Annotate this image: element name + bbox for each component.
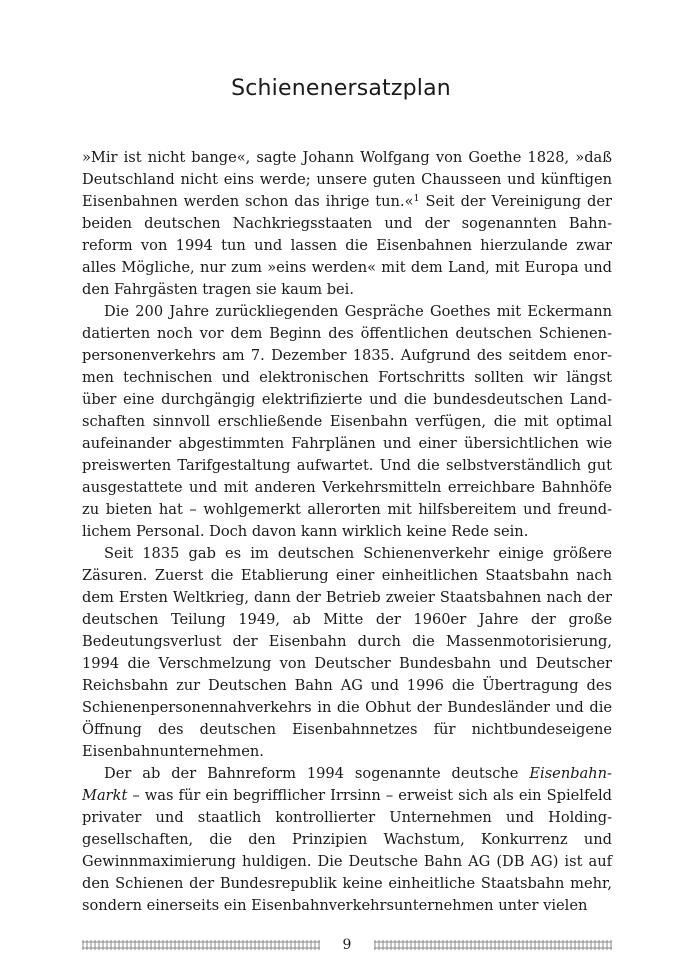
page-footer (82, 935, 612, 957)
rail-track-left-icon (82, 940, 320, 950)
paragraph-3: Seit 1835 gab es im deutschen Schienenverkehr einige größere Zäsuren. Zuerst die Etablierung einer einheitlichen Staatsbahn nach dem Ersten Weltkrieg, dann der Betrieb zweier Staatsbahnen nach der deutschen Teilung 1949, ab Mitte der 1960er Jahre der große Bedeutungsverlust der Eisenbahn durch die Massenmotorisierung, 1994 die Verschmelzung von Deutscher Bundesbahn und Deutscher Reichsbahn zur Deutschen Bahn AG und 1996 die Übertragung des Schienenpersonennahverkehrs in die Obhut der Bundesländer und die Öffnung des deutschen Eisenbahnnetzes für nichtbundeseigene Eisenbahnunternehmen. (82, 545, 612, 760)
paragraph-1-text-b: Seit der Vereinigung der beiden deutschen Nachkriegsstaaten und der sogenannten Bahnreform von 1994 tun und lassen die Eisenbahnen hierzulande zwar alles Mögliche, nur zum »eins werden« mit dem Land, mit Europa und den Fahrgästen tragen sie kaum bei. (82, 193, 612, 298)
paragraph-4-text-a: Der ab der Bahnreform 1994 sogenannte deutsche (104, 765, 530, 782)
paragraph-4-text-b: – was für ein begrifflicher Irrsinn – erweist sich als ein Spielfeld privater und staatlich kontrollierter Unternehmen und Holdinggesellschaften, die den Prinzipien Wachstum, Konkurrenz und Gewinnmaximierung huldigen. Die Deutsche Bahn AG (DB AG) ist auf den Schienen der Bundesrepublik keine einheitliche Staatsbahn mehr, sondern einerseits ein Eisenbahnverkehrsunternehmen unter vielen (82, 787, 612, 914)
body-text (82, 147, 612, 917)
paragraph-1-text-a: »Mir ist nicht bange«, sagte Johann Wolfgang von Goethe 1828, »daß Deutschland nicht eins werde; unsere guten Chausseen und künftigen Eisenbahnen werden schon das ihrige tun.« (82, 149, 612, 210)
paragraph-2: Die 200 Jahre zurückliegenden Gespräche Goethes mit Eckermann datierten noch vor dem Beginn des öffentlichen deutschen Schienenpersonenverkehrs am 7. Dezember 1835. Aufgrund des seitdem enormen technischen und elektronischen Fortschritts sollten wir längst über eine durchgängig elektrifizierte und die bundesdeutschen Landschaften sinnvoll erschließende Eisenbahn verfügen, die mit optimal aufeinander abgestimmten Fahrplänen und einer übersichtlichen wie preiswerten Tarifgestaltung aufwartet. Und die selbstverständlich gut ausgestattete und mit anderen Verkehrsmitteln erreichbare Bahnhöfe zu bieten hat – wohlgemerkt allerorten mit hilfsbereitem und freundlichem Personal. Doch davon kann wirklich keine Rede sein. (82, 303, 612, 540)
paragraph-4-emphasis: Eisenbahn-Markt (82, 765, 612, 804)
paragraph-1 (82, 147, 612, 301)
paragraph-4 (82, 763, 612, 917)
footnote-marker[interactable]: 1 (413, 193, 420, 204)
page-number: 9 (342, 937, 352, 953)
rail-track-right-icon (374, 940, 612, 950)
chapter-title: Schienenersatzplan (231, 76, 451, 101)
